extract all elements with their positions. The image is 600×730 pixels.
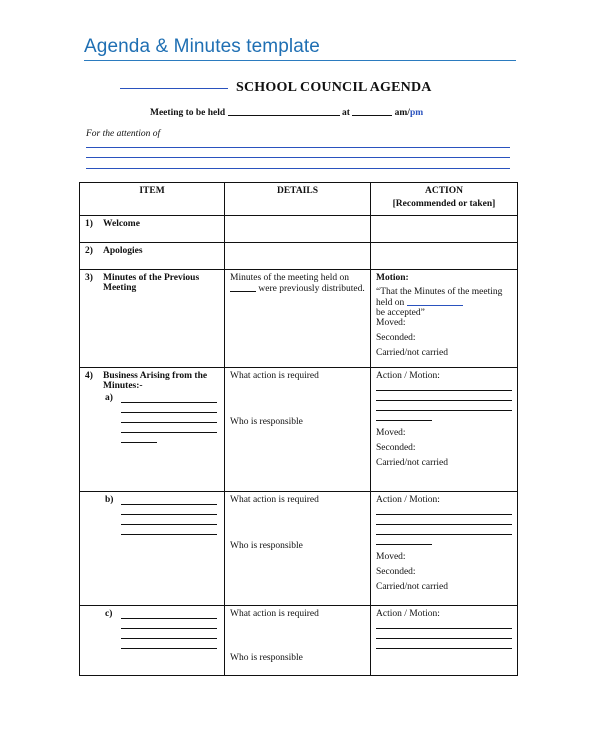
sub-item-letter: b) [105,495,114,505]
seconded-label: Seconded: [376,443,416,453]
responsible-label: Who is responsible [230,417,303,427]
sub-item-line[interactable] [121,403,217,413]
action-line[interactable] [376,619,512,629]
agenda-heading-text: SCHOOL COUNCIL AGENDA [236,80,432,95]
moved-label: Moved: [376,318,406,328]
pm-label: pm [409,108,424,118]
header-action [371,183,518,216]
sub-item-line[interactable] [121,639,217,649]
action-line[interactable] [376,629,512,639]
action-line[interactable] [376,639,512,649]
moved-label: Moved: [376,552,406,562]
sub-item-line[interactable] [121,413,217,423]
responsible-label: Who is responsible [230,541,303,551]
carried-label: Carried/not carried [376,582,449,592]
sub-item-line[interactable] [121,393,217,403]
sub-item-letter: a) [105,393,113,403]
carried-label: Carried/not carried [376,348,449,358]
header-item: ITEM [80,183,225,216]
attention-label: For the attention of [86,129,161,139]
action-line[interactable] [376,381,512,391]
motion-quote-a: “That the Minutes of the meeting held on [376,287,503,308]
header-action-label: ACTION [424,186,463,196]
action-motion-label: Action / Motion: [376,371,440,381]
page-title: Agenda & Minutes template [84,36,320,57]
meeting-line [150,107,423,118]
row-item: Minutes of the Previous Meeting [103,273,200,293]
header-action-sub: [Recommended or taken] [392,199,496,209]
minutes-details-b: were previously distributed. [258,284,365,294]
action-required-label: What action is required [230,495,319,505]
sub-item-line[interactable] [121,423,217,433]
action-motion-label: Action / Motion: [376,609,440,619]
minutes-details-a: Minutes of the meeting held on [230,273,349,283]
sub-item-line[interactable] [121,495,217,505]
sub-item-line[interactable] [121,505,217,515]
motion-quote-b: be accepted” [376,308,425,318]
seconded-label: Seconded: [376,333,416,343]
meeting-label: Meeting to be held [150,108,226,118]
action-line[interactable] [376,391,512,401]
header-details: DETAILS [225,183,371,216]
row-item: Welcome [103,219,140,229]
meeting-time-field[interactable] [352,107,392,116]
row-item: Business Arising from the Minutes:- [103,371,208,391]
table-row [80,216,518,243]
minutes-date-field[interactable] [230,283,256,292]
action-line[interactable] [376,411,432,421]
action-required-label: What action is required [230,609,319,619]
carried-label: Carried/not carried [376,458,449,468]
sub-item-line[interactable] [121,629,217,639]
row-details-cell[interactable] [225,216,371,243]
action-line[interactable] [376,401,512,411]
row-action-cell[interactable] [371,243,518,270]
action-required-label: What action is required [230,371,319,381]
action-motion-label: Action / Motion: [376,495,440,505]
table-row [80,243,518,270]
action-line[interactable] [376,525,512,535]
at-label: at [341,108,350,118]
seconded-label: Seconded: [376,567,416,577]
agenda-table [79,182,518,676]
attention-line-3[interactable] [86,168,510,169]
agenda-heading [120,80,520,96]
sub-item-line[interactable] [121,515,217,525]
table-row [80,368,518,492]
row-number: 3) [85,273,93,283]
title-divider [84,60,516,61]
responsible-label: Who is responsible [230,653,303,663]
attention-line-2[interactable] [86,157,510,158]
action-line[interactable] [376,505,512,515]
row-number: 4) [85,371,93,381]
sub-item-line[interactable] [121,619,217,629]
row-item: Apologies [103,246,143,256]
action-line[interactable] [376,535,432,545]
meeting-date-field[interactable] [228,107,340,116]
row-number: 1) [85,219,93,229]
council-name-field[interactable] [120,88,228,89]
table-row [80,492,518,606]
motion-date-field[interactable] [407,297,463,306]
row-details-cell[interactable] [225,243,371,270]
row-action-cell[interactable] [371,216,518,243]
sub-item-letter: c) [105,609,113,619]
table-row [80,270,518,368]
row-number: 2) [85,246,93,256]
action-line[interactable] [376,515,512,525]
table-row [80,606,518,676]
moved-label: Moved: [376,428,406,438]
attention-line-1[interactable] [86,147,510,148]
sub-item-line[interactable] [121,433,157,443]
table-header-row [80,183,518,216]
sub-item-line[interactable] [121,525,217,535]
motion-label: Motion: [376,273,409,283]
am-label: am/ [394,108,410,118]
sub-item-line[interactable] [121,609,217,619]
